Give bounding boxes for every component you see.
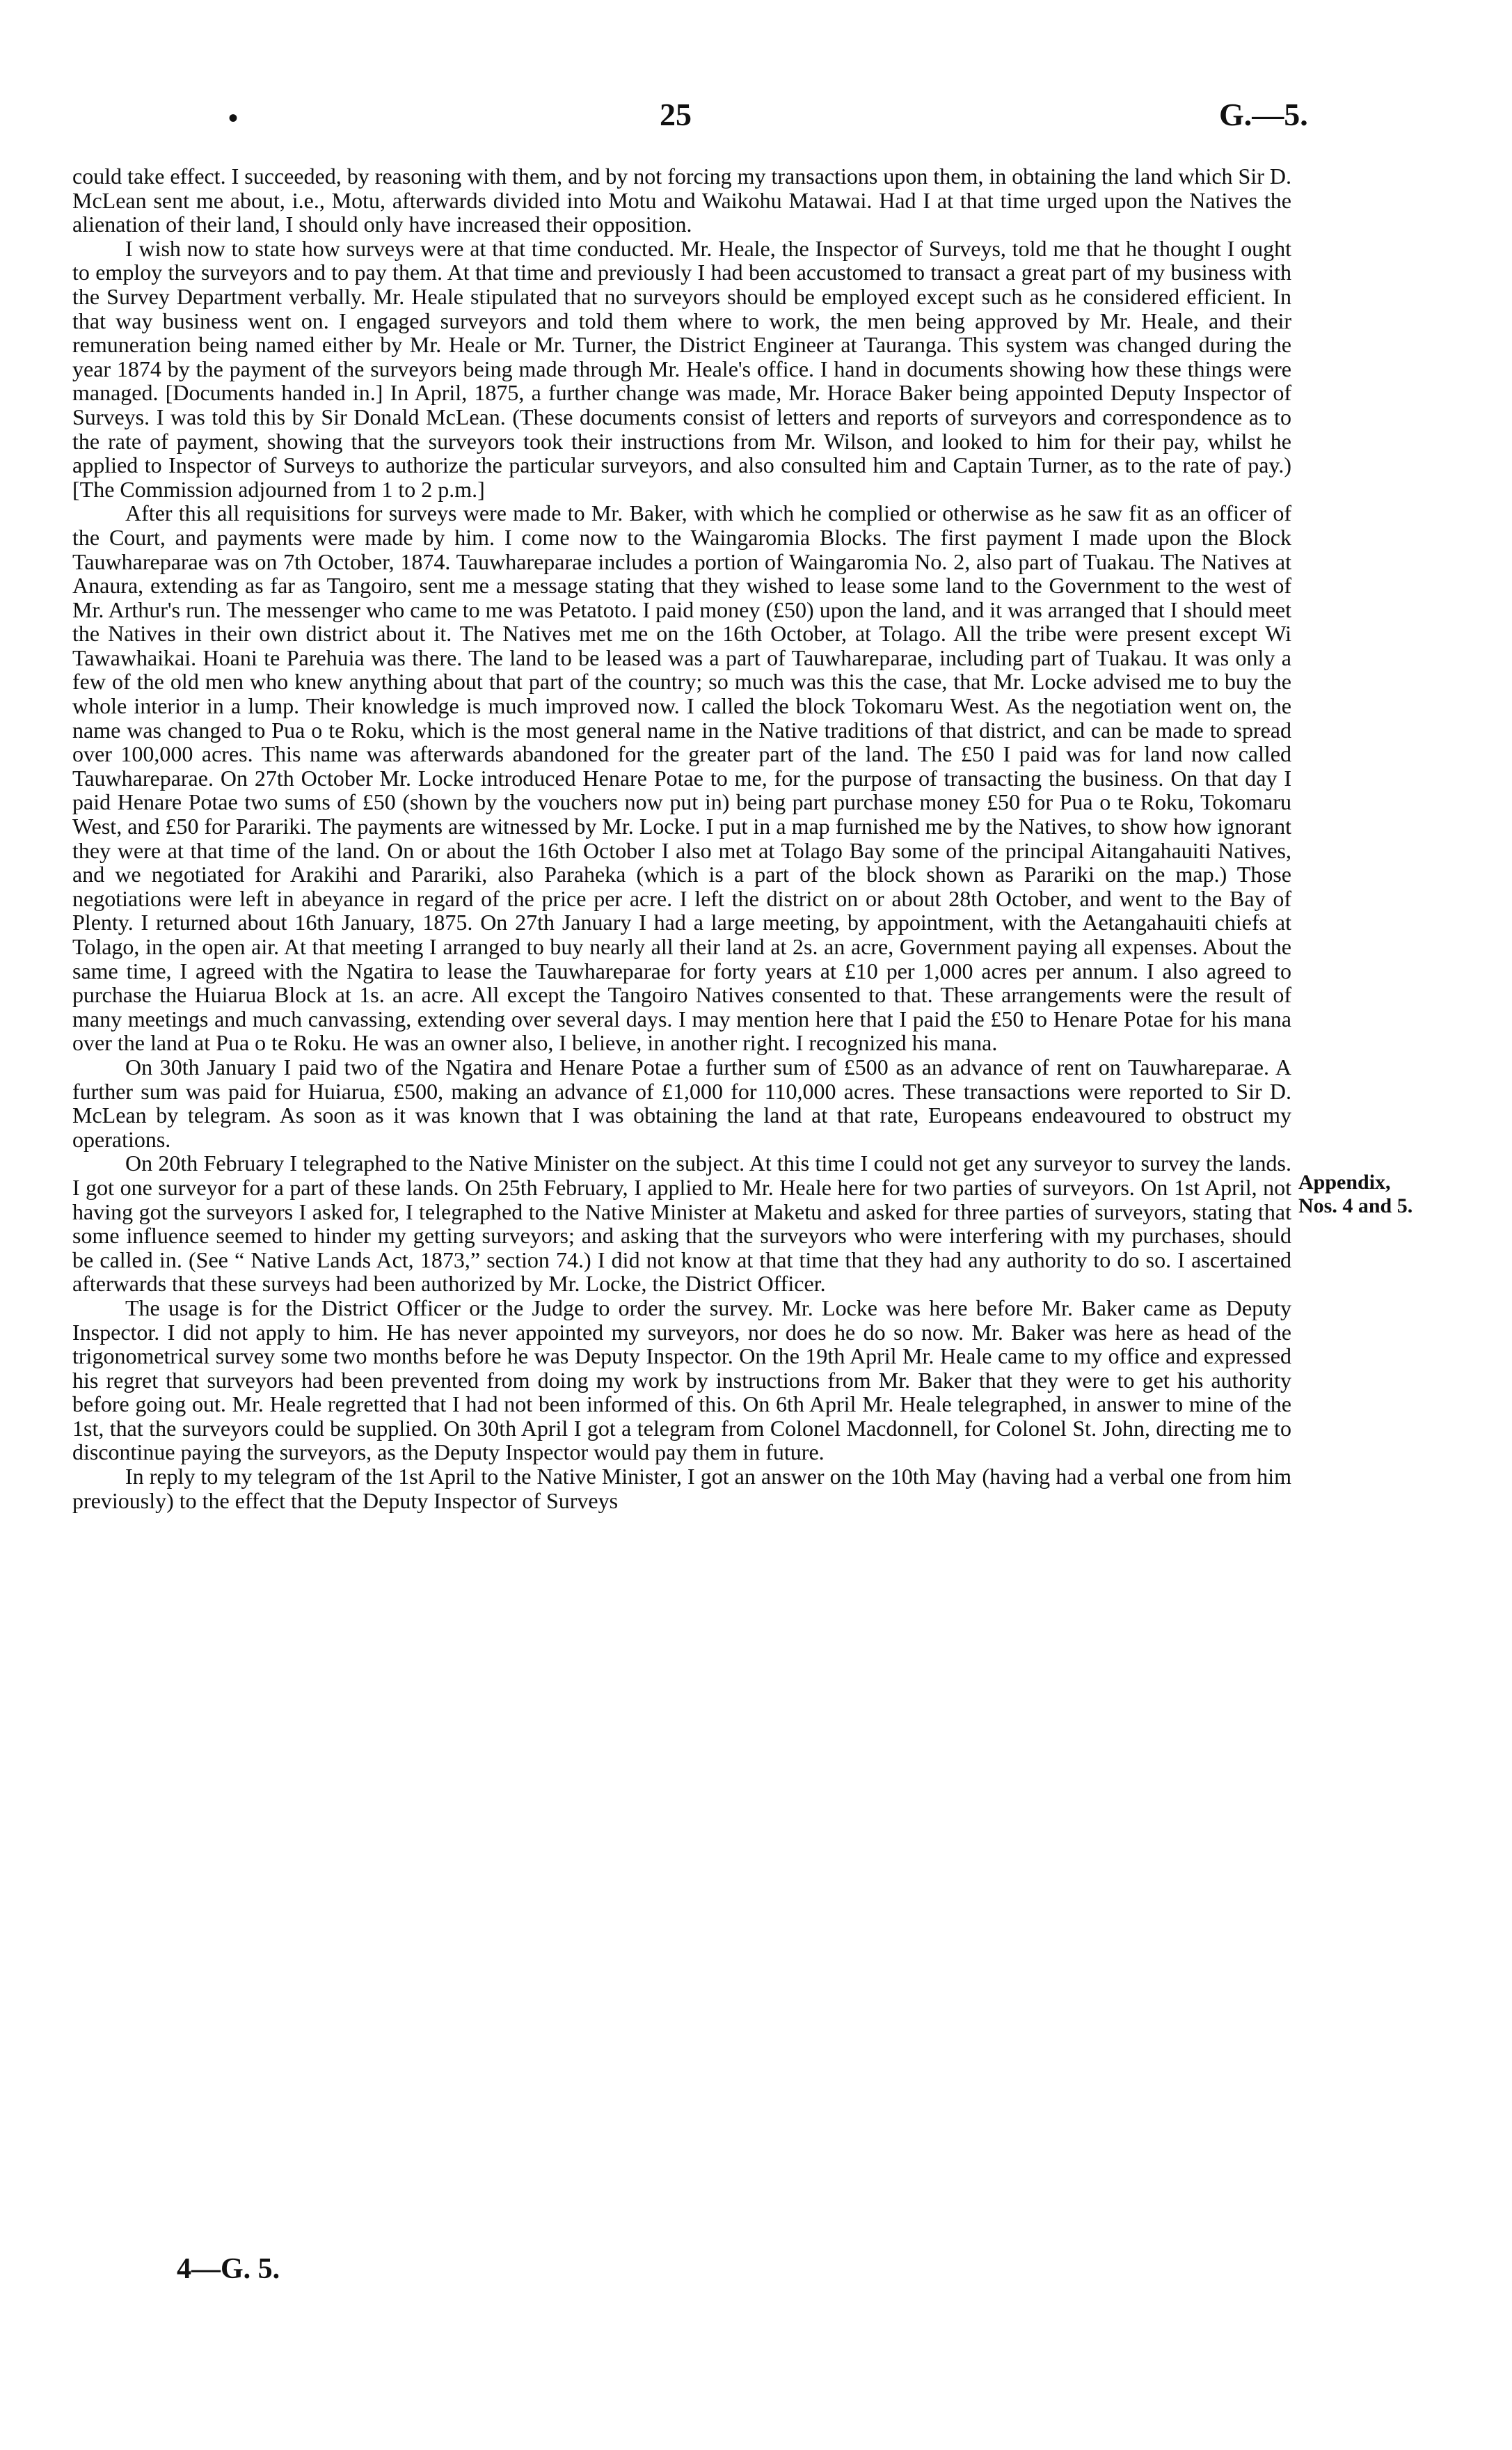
paragraph: The usage is for the District Officer or the Judge to order the survey. Mr. Locke was here before Mr. Baker came as Deputy Inspector. I did not apply to him. He has never appointed my surveyors, nor does he do so now. Mr. Baker was here as head of the trigonometrical survey some two months before he was Deputy Inspector. On the 19th April Mr. Heale came to my office and expressed his regret that surveyors had been prevented from doing my work by instructions from Mr. Baker that they were to get his authority before going out. Mr. Heale regretted that I had not been informed of this. On 6th April Mr. Heale telegraphed, in answer to mine of the 1st, that the surveyors could be supplied. On 30th April I got a telegram from Colonel Macdonnell, for Colonel St. John, directing me to discontinue paying the surveyors, as the Deputy Inspector would pay them in future. xyxy=(72,1295,1291,1465)
margin-note-line: Nos. 4 and 5. xyxy=(1298,1194,1413,1217)
paragraph: On 30th January I paid two of the Ngatira and Henare Potae a further sum of £500 as an advance of rent on Tauwhareparae. A further sum was paid for Huiarua, £500, making an advance of £1,000 for 110,000 acres. These transactions were reported to Sir D. McLean by telegram. As soon as it was known that I was obtaining the land at that rate, Europeans endeavoured to obstruct my operations. xyxy=(72,1054,1291,1152)
margin-note-appendix xyxy=(1298,1171,1507,1218)
paragraph: could take effect. I succeeded, by reasoning with them, and by not forcing my transactions upon them, in obtaining the land which Sir D. McLean sent me about, i.e., Motu, afterwards divided into Motu and Waikohu Matawai. Had I at that time urged upon the Natives the alienation of their land, I should only have increased their opposition. xyxy=(72,164,1291,237)
paragraph: In reply to my telegram of the 1st April to the Native Minister, I got an answer on the 10th May (having had a verbal one from him previously) to the effect that the Deputy Inspector of Surveys xyxy=(72,1464,1291,1513)
document-reference: G.—5. xyxy=(1219,97,1308,132)
page-header xyxy=(0,96,1512,138)
header-bullet: • xyxy=(228,102,239,134)
page-number: 25 xyxy=(660,97,692,132)
paragraph: After this all requisitions for surveys were made to Mr. Baker, with which he complied or otherwise as he saw fit as an officer of the Court, and payments were made by him. I come now to the Waingaromia Blocks. The first payment I made upon the Block Tauwhareparae was on 7th October, 1874. Tauwhareparae includes a portion of Waingaromia No. 2, also part of Tuakau. The Natives at Anaura, extending as far as Tangoiro, sent me a message stating that they wished to lease some land to the Government to the west of Mr. Arthur's run. The messenger who came to me was Petatoto. I paid money (£50) upon the land, and it was arranged that I should meet the Natives in their own district about it. The Natives met me on the 16th October, at Tolago. All the tribe were present except Wi Tawawhaikai. Hoani te Parehuia was there. The land to be leased was a part of Tauwhareparae, including part of Tuakau. It was only a few of the old men who knew anything about that part of the country; so much was this the case, that Mr. Locke advised me to buy the whole interior in a lump. Their knowledge is much improved now. I called the block Tokomaru West. As the negotiation went on, the name was changed to Pua o te Roku, which is the most general name in the Native traditions of that district, and can be made to spread over 100,000 acres. This name was afterwards abandoned for the greater part of the land. The £50 I paid was for land now called Tauwhareparae. On 27th October Mr. Locke introduced Henare Potae to me, for the purpose of transacting the business. On that day I paid Henare Potae two sums of £50 (shown by the vouchers now put in) being part purchase money £50 for Pua o te Roku, Tokomaru West, and £50 for Parariki. The payments are witnessed by Mr. Locke. I put in a map furnished me by the Natives, to show how ignorant they were at that time of the land. On or about the 16th October I also met at Tolago Bay some of the principal Aitangahauiti Natives, and we negotiated for Arakihi and Parariki, also Paraheka (which is a part of the block shown as Parariki on the map.) Those negotiations were left in abeyance in regard of the price per acre. I left the district on or about 28th October, and went to the Bay of Plenty. I returned about 16th January, 1875. On 27th January I had a large meeting, by appointment, with the Aetangahauiti chiefs at Tolago, in the open air. At that meeting I arranged to buy nearly all their land at 2s. an acre, Government paying all expenses. About the same time, I agreed with the Ngatira to lease the Tauwhareparae for forty years at £10 per 1,000 acres per annum. I also agreed to purchase the Huiarua Block at 1s. an acre. All except the Tangoiro Natives consented to that. These arrangements were the result of many meetings and much canvassing, extending over several days. I may mention here that I paid the £50 to Henare Potae for his mana over the land at Pua o te Roku. He was an owner also, I believe, in another right. I recognized his mana. xyxy=(72,500,1291,1056)
margin-note-line: Appendix, xyxy=(1298,1171,1391,1194)
paragraph: On 20th February I telegraphed to the Native Minister on the subject. At this time I could not get any surveyor to survey the lands. I got one surveyor for a part of these lands. On 25th February, I applied to Mr. Heale here for two parties of surveyors. On 1st April, not having got the surveyors I asked for, I telegraphed to the Native Minister at Maketu and asked for three parties of surveyors, stating that some influence seemed to hinder my getting surveyors; and asking that the surveyors who were interfering with my purchases, should be called in. (See “ Native Lands Act, 1873,” section 74.) I did not know at that time that they had any authority to do so. I ascertained afterwards that these surveys had been authorized by Mr. Locke, the District Officer. xyxy=(72,1151,1291,1297)
signature-mark: 4—G. 5. xyxy=(177,2253,280,2285)
body-text xyxy=(72,164,1291,1512)
paragraph: I wish now to state how surveys were at that time conducted. Mr. Heale, the Inspector of Surveys, told me that he thought I ought to employ the surveyors and to pay them. At that time and previously I had been accustomed to transact a great part of my business with the Survey Department verbally. Mr. Heale stipulated that no surveyors should be employed except such as he considered efficient. In that way business went on. I engaged surveyors and told them where to work, the men being approved by Mr. Heale, and their remuneration being named either by Mr. Heale or Mr. Turner, the District Engineer at Tauranga. This system was changed during the year 1874 by the payment of the surveyors being made through Mr. Heale's office. I hand in documents showing how these things were managed. [Documents handed in.] In April, 1875, a further change was made, Mr. Horace Baker being appointed Deputy Inspector of Surveys. I was told this by Sir Donald McLean. (These documents consist of letters and reports of surveyors and correspondence as to the rate of payment, showing that the surveyors took their instructions from Mr. Wilson, and looked to him for their pay, whilst he applied to Inspector of Surveys to authorize the particular surveyors, and also consulted him and Captain Turner, as to the rate of pay.) [The Commission adjourned from 1 to 2 p.m.] xyxy=(72,235,1291,502)
